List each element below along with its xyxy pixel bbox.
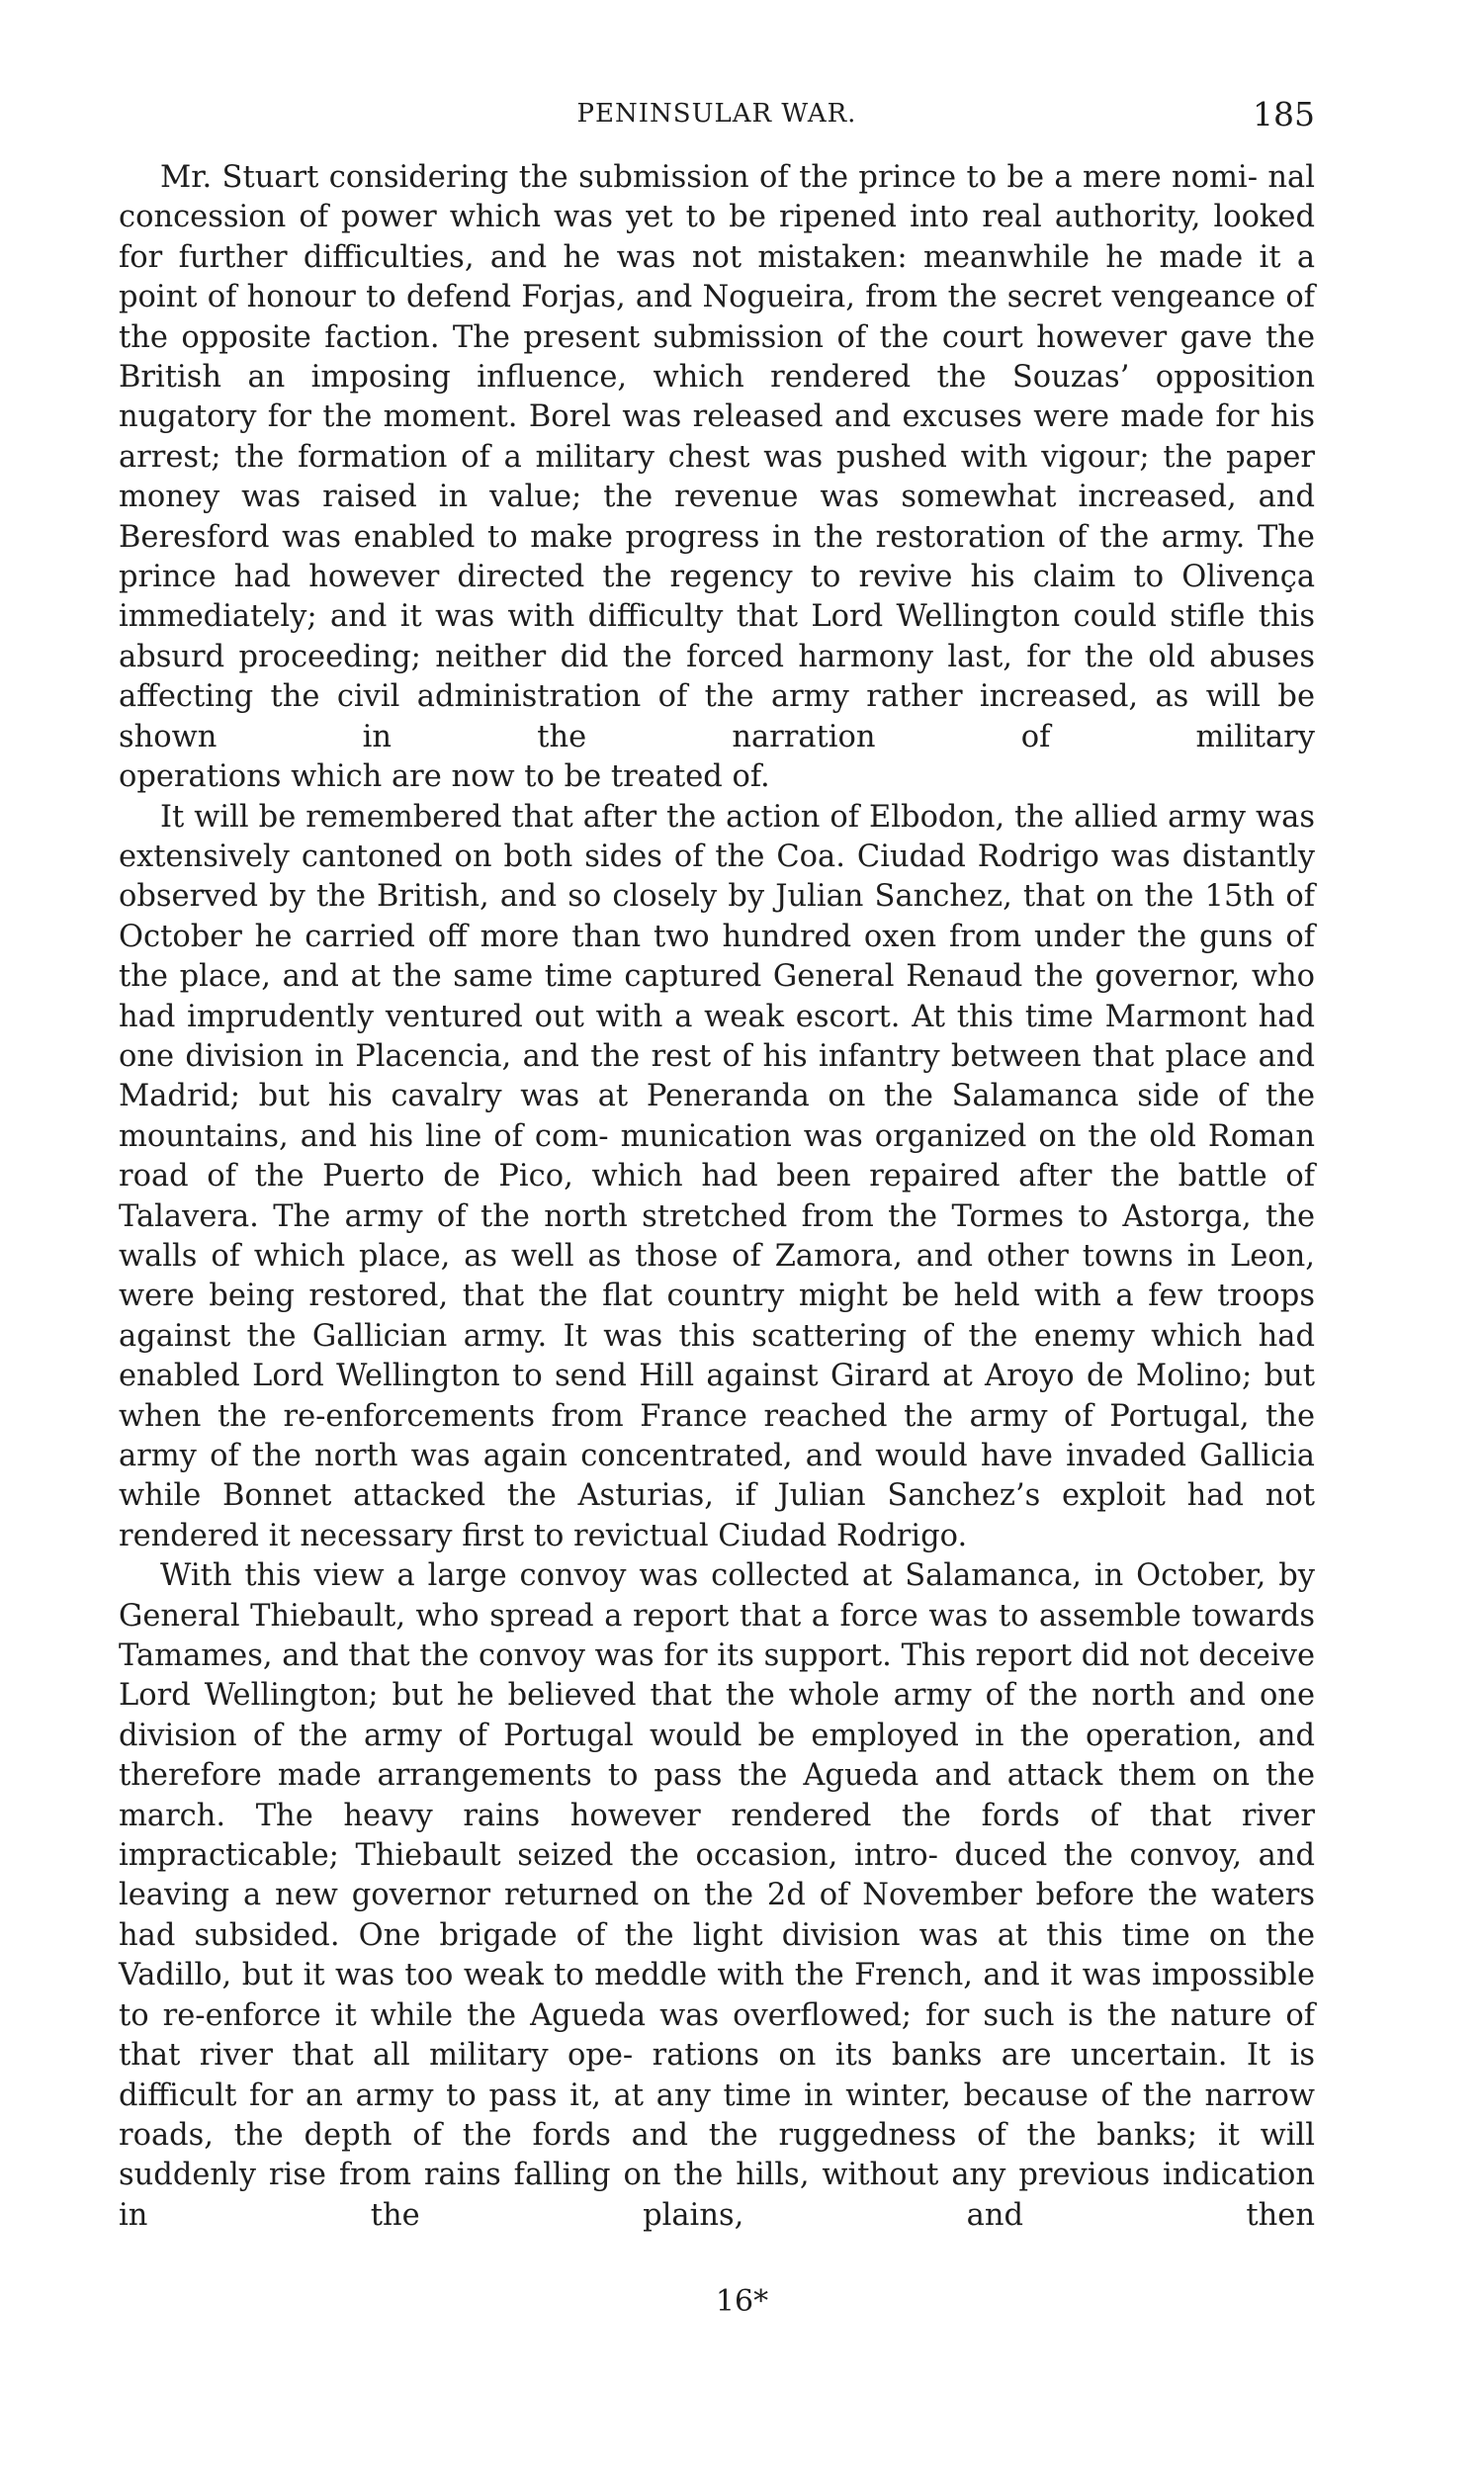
line: falling on the hills, without any previous indication in the plains, and then [119,2158,1315,2233]
line: was overflowed; for such is the nature of that river that all military ope- [119,1997,1315,2074]
line: duced the convoy, and leaving a new governor returned on the 2d of [119,1838,1315,1913]
line: to revive his claim to Olivença immediately; and it was with difficulty [119,560,1315,635]
paragraph-3 [119,1556,1315,2236]
line: opposition nugatory for the moment. Borel was released and excuses [119,360,1315,435]
line: which had been repaired after the battle of Talavera. The army of the [119,1159,1315,1234]
line: of the north and one division of the army of Portugal would be employed [119,1678,1315,1753]
running-title: PENINSULAR WAR. [576,99,857,129]
line: division was at this time on the Vadillo, but it was too weak to meddle [119,1917,1315,1993]
line: made it a point of honour to defend Forjas, and Nogueira, from the secret [119,239,1316,315]
line: fords and the ruggedness of the banks; it will suddenly rise from rains [119,2117,1315,2193]
line: distantly observed by the British, and so closely by Julian Sanchez, that [119,839,1316,915]
line: nal concession of power which was yet to be ripened into real authority, [119,160,1315,235]
line: escort. At this time Marmont had one division in Placencia, and the rest [119,999,1315,1074]
line: of the army rather increased, as will be shown in the narration of military [119,679,1316,754]
line: Wellington to send Hill against Girard at Aroyo de Molino; but when [119,1359,1315,1434]
line: however gave the British an imposing influence, which rendered the Souzas’ [119,319,1315,396]
line: munication was organized on the old Roman road of the Puerto de Pico, [119,1118,1315,1194]
line: under the guns of the place, and at the same time captured General [119,919,1315,995]
line: operations which are now to be treated of. [119,759,770,795]
line: the re-enforcements from France reached the army of Portugal, the army [119,1398,1316,1473]
line: and attack them on the march. The heavy rains however rendered the [119,1758,1316,1833]
signature-mark: 16* [715,2284,769,2319]
line: at any time in winter, because of the narrow roads, the depth of the [119,2078,1316,2153]
line: November before the waters had subsided. One brigade of the light [119,1878,1315,1953]
line: that the flat country might be held with a few troops against the Gallician [119,1279,1315,1354]
page-number: 185 [1253,95,1315,133]
line: well as those of Zamora, and other towns in Leon, were being restored, [119,1238,1315,1314]
line: were made for his arrest; the formation of a military chest was pushed [119,399,1315,475]
line: Peneranda on the Salamanca side of the mountains, and his line of com- [119,1079,1316,1154]
line: looked for further difficulties, and he was not mistaken: meanwhile he [119,200,1315,275]
line: army. It was this scattering of the enemy which had enabled Lord [119,1318,1315,1394]
line: rendered it necessary first to revictual Ciudad Rodrigo. [119,1518,968,1553]
paragraph-1-last-line [119,757,1315,797]
line: towards Tamames, and that the convoy was for its support. This report [119,1598,1315,1674]
line: forced harmony last, for the old abuses affecting the civil administration [119,639,1315,715]
line: did not deceive Lord Wellington; but he believed that the whole army [119,1638,1315,1714]
line: north stretched from the Tormes to Astorga, the walls of which place, as [119,1198,1316,1274]
paragraph-1 [119,158,1315,757]
line: of his infantry between that place and Madrid; but his cavalry was at [119,1038,1316,1114]
line: with vigour; the paper money was raised in value; the revenue was [119,439,1315,515]
body-text [119,158,1315,2236]
line: Mr. Stuart considering the submission of the prince to be a mere nomi- [160,160,1258,195]
line: with the French, and it was impossible to re-enforce it while the Agueda [119,1958,1315,2033]
paragraph-2-last-line [119,1517,1315,1556]
line: by General Thiebault, who spread a report that a force was to assemble [119,1558,1315,1634]
running-head [119,95,1315,134]
line: that Lord Wellington could stifle this absurd proceeding; neither did the [119,599,1315,674]
line: while Bonnet attacked the Asturias, if Julian Sanchez’s exploit had not [119,1478,1315,1514]
line: Renaud the governor, who had imprudently ventured out with a weak [119,959,1315,1034]
line: somewhat increased, and Beresford was enabled to make progress in the [119,480,1315,555]
line: It will be remembered that after the action of Elbodon, the allied army [160,799,1247,835]
paragraph-2 [119,798,1315,1517]
line: of the north was again concentrated, and would have invaded Gallicia [210,1439,1315,1473]
line: was extensively cantoned on both sides of the Coa. Ciudad Rodrigo was [119,799,1315,874]
line: vengeance of the opposite faction. The present submission of the court [119,280,1315,355]
line: With this view a large convoy was collected at Salamanca, in October, [160,1558,1266,1594]
line: on the 15th of October he carried off more than two hundred oxen from [119,879,1315,954]
line: fords of that river impracticable; Thiebault seized the occasion, intro- [119,1798,1316,1874]
line: rations on its banks are uncertain. It is difficult for an army to pass it, [119,2038,1315,2113]
line: in the operation, and therefore made arrangements to pass the Agueda [119,1718,1315,1794]
line: restoration of the army. The prince had however directed the regency [119,519,1315,595]
